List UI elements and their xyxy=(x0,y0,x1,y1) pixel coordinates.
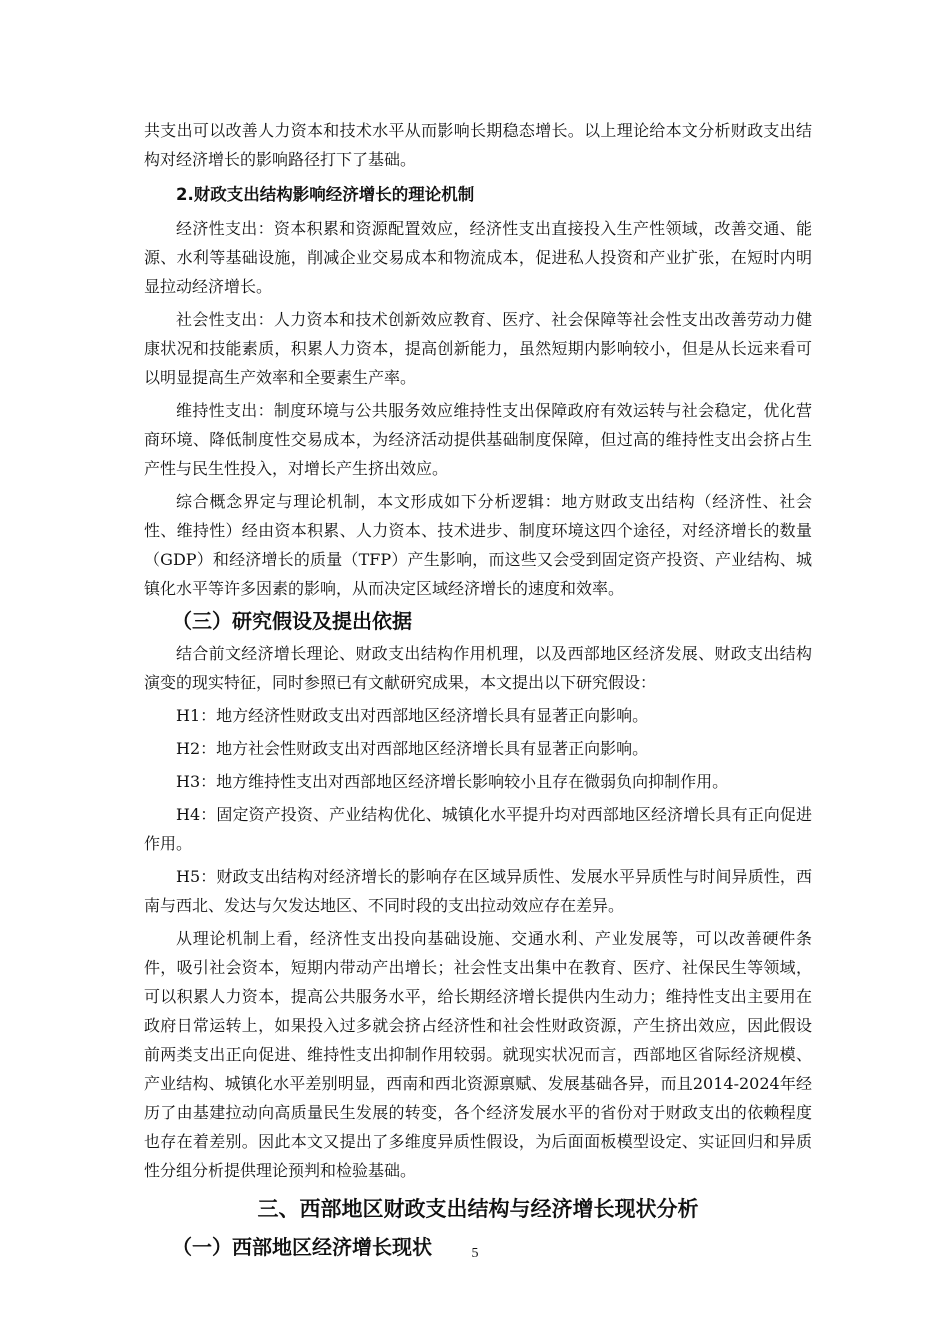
social-expenditure-paragraph: 社会性支出：人力资本和技术创新效应教育、医疗、社会保障等社会性支出改善劳动力健康状况和技能素质，积累人力资本，提高创新能力，虽然短期内影响较小，但是从长远来看可以明显提高生产效率和全要素生产率。 xyxy=(144,310,812,387)
maintenance-expenditure-paragraph: 维持性支出：制度环境与公共服务效应维持性支出保障政府有效运转与社会稳定，优化营商环境、降低制度性交易成本，为经济活动提供基础制度保障，但过高的维持性支出会挤占生产性与民生性投入，对增长产生挤出效应。 xyxy=(144,401,812,478)
hypothesis-h1: H1：地方经济性财政支出对西部地区经济增长具有显著正向影响。 xyxy=(176,706,649,725)
hypothesis-h3: H3：地方维持性支出对西部地区经济增长影响较小且存在微弱负向抑制作用。 xyxy=(176,772,729,791)
hypotheses-intro-paragraph: 结合前文经济增长理论、财政支出结构作用机理，以及西部地区经济发展、财政支出结构演变的现实特征，同时参照已有文献研究成果，本文提出以下研究假设： xyxy=(144,644,812,692)
hypothesis-h5: H5：财政支出结构对经济增长的影响存在区域异质性、发展水平异质性与时间异质性，西南与西北、发达与欠发达地区、不同时段的支出拉动效应存在差异。 xyxy=(144,867,812,915)
section-heading-theory-mechanism: 2.财政支出结构影响经济增长的理论机制 xyxy=(176,185,475,204)
page-number: 5 xyxy=(471,1246,479,1261)
section-heading-hypotheses: （三）研究假设及提出依据 xyxy=(172,609,412,633)
intro-paragraph: 共支出可以改善人力资本和技术水平从而影响长期稳态增长。以上理论给本文分析财政支出结构对经济增长的影响路径打下了基础。 xyxy=(144,121,812,169)
chapter-heading: 三、西部地区财政支出结构与经济增长现状分析 xyxy=(257,1197,699,1221)
rationale-paragraph: 从理论机制上看，经济性支出投向基础设施、交通水利、产业发展等，可以改善硬件条件，吸引社会资本，短期内带动产出增长；社会性支出集中在教育、医疗、社保民生等领域，可以积累人力资本，提高公共服务水平，给长期经济增长提供内生动力；维持性支出主要用在政府日常运转上，如果投入过多就会挤占经济性和社会性财政资源，产生挤出效应，因此假设前两类支出正向促进、维持性支出抑制作用较弱。就现实状况而言，西部地区省际经济规模、产业结构、城镇化水平差别明显，西南和西北资源禀赋、发展基础各异，而且2014-2024年经历了由基建拉动向高质量民生发展的转变，各个经济发展水平的省份对于财政支出的依赖程度也存在着差别。因此本文又提出了多维度异质性假设，为后面面板模型设定、实证回归和异质性分组分析提供理论预判和检验基础。 xyxy=(144,929,812,1180)
hypothesis-h2: H2：地方社会性财政支出对西部地区经济增长具有显著正向影响。 xyxy=(176,739,649,758)
summary-paragraph: 综合概念界定与理论机制，本文形成如下分析逻辑：地方财政支出结构（经济性、社会性、维持性）经由资本积累、人力资本、技术进步、制度环境这四个途径，对经济增长的数量（GDP）和经济增长的质量（TFP）产生影响，而这些又会受到固定资产投资、产业结构、城镇化水平等许多因素的影响，从而决定区域经济增长的速度和效率。 xyxy=(144,492,812,598)
economic-expenditure-paragraph: 经济性支出：资本积累和资源配置效应，经济性支出直接投入生产性领域，改善交通、能源、水利等基础设施，削减企业交易成本和物流成本，促进私人投资和产业扩张，在短时内明显拉动经济增长。 xyxy=(144,219,812,296)
page-body xyxy=(144,116,812,1265)
subsection-heading: （一）西部地区经济增长现状 xyxy=(172,1235,432,1259)
hypothesis-h4: H4：固定资产投资、产业结构优化、城镇化水平提升均对西部地区经济增长具有正向促进作用。 xyxy=(144,805,812,853)
